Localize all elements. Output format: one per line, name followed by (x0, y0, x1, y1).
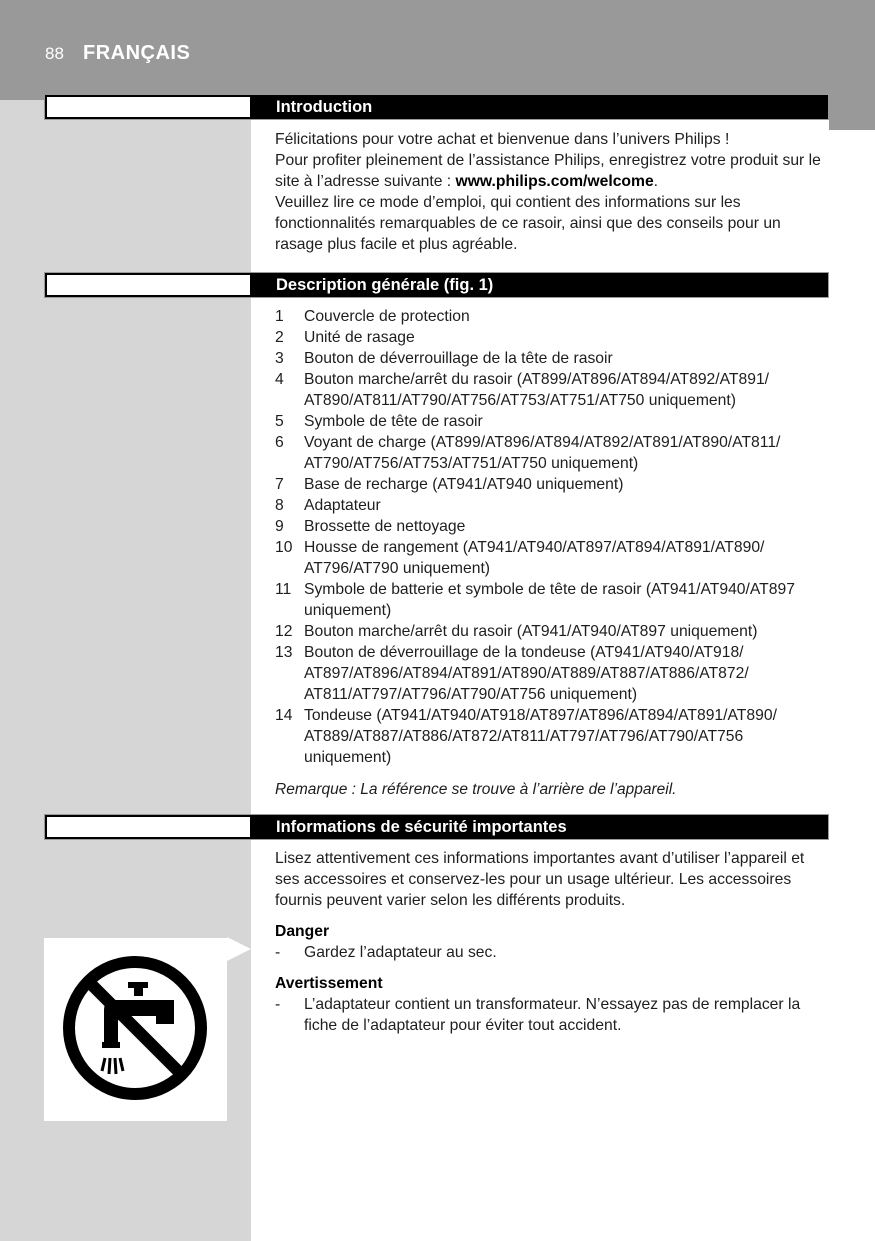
description-list (275, 306, 830, 768)
header-corner (829, 100, 875, 130)
page-header-bar (0, 0, 875, 100)
description-item: 3 Bouton de déverrouillage de la tête de rasoir (275, 350, 613, 367)
intro-p1: Félicitations pour votre achat et bienvenue dans l’univers Philips ! (275, 131, 730, 148)
intro-p3: Veuillez lire ce mode d’emploi, qui contient des informations sur les fonctionnalités remarquables de ce rasoir, ainsi que des conseils pour un rasage plus facile et plus agréable. (275, 194, 781, 253)
description-item: 7 Base de recharge (AT941/AT940 uniquement) (275, 476, 624, 493)
description-item: 11 Symbole de batterie et symbole de tête de rasoir (AT941/AT940/AT897 uniquement) (275, 581, 795, 619)
description-item: 2 Unité de rasage (275, 329, 415, 346)
welcome-link[interactable]: www.philips.com/welcome (455, 173, 654, 190)
warning-item: - L’adaptateur contient un transformateur. N’essayez pas de remplacer la fiche de l’adaptateur pour éviter tout accident. (275, 996, 801, 1034)
description-item: 14 Tondeuse (AT941/AT940/AT918/AT897/AT896/AT894/AT891/AT890/ AT889/AT887/AT886/AT872/AT811/AT797/AT796/AT790/AT756 uniquement) (275, 707, 777, 766)
intro-text (275, 129, 830, 255)
reference-note: Remarque : La référence se trouve à l’arrière de l’appareil. (275, 781, 677, 798)
safety-block (275, 848, 830, 1036)
warning-title: Avertissement (275, 975, 383, 992)
intro-p2: Pour profiter pleinement de l’assistance Philips, enregistrez votre produit sur le site à l’adresse suivante : www.philips.com/welcome. (275, 152, 821, 190)
language-title: FRANÇAIS (83, 42, 191, 64)
danger-title: Danger (275, 923, 330, 940)
description-item: 4 Bouton marche/arrêt du rasoir (AT899/AT896/AT894/AT892/AT891/ AT890/AT811/AT790/AT756/AT753/AT751/AT750 uniquement) (275, 371, 770, 409)
section-title-safety: Informations de sécurité importantes (276, 818, 567, 836)
safety-intro: Lisez attentivement ces informations importantes avant d’utiliser l’appareil et ses accessoires et conservez-les pour un usage ultérieur. Les accessoires fournis peuvent varier selon les différents produits. (275, 850, 805, 909)
description-item: 1 Couvercle de protection (275, 308, 470, 325)
section-header-intro (44, 94, 829, 120)
description-item: 12 Bouton marche/arrêt du rasoir (AT941/AT940/AT897 uniquement) (275, 623, 758, 640)
description-item: 9 Brossette de nettoyage (275, 518, 466, 535)
section-title-intro: Introduction (276, 98, 373, 116)
description-item: 10 Housse de rangement (AT941/AT940/AT897/AT894/AT891/AT890/ AT796/AT790 uniquement) (275, 539, 765, 577)
no-water-tap-icon (44, 938, 227, 1121)
description-item: 8 Adaptateur (275, 497, 381, 514)
description-item: 5 Symbole de tête de rasoir (275, 413, 483, 430)
danger-item: - Gardez l’adaptateur au sec. (275, 944, 497, 961)
page-number: 88 (45, 44, 64, 63)
callout-pointer (227, 937, 251, 961)
section-title-description: Description générale (fig. 1) (276, 276, 494, 294)
section-header-safety (44, 814, 829, 840)
description-list-block (275, 306, 830, 800)
description-item: 6 Voyant de charge (AT899/AT896/AT894/AT892/AT891/AT890/AT811/ AT790/AT756/AT753/AT751/AT750 uniquement) (275, 434, 781, 472)
description-item: 13 Bouton de déverrouillage de la tondeuse (AT941/AT940/AT918/ AT897/AT896/AT894/AT891/AT890/AT889/AT887/AT886/AT872/ AT811/AT797/AT796/AT790/AT756 uniquement) (275, 644, 749, 703)
section-header-description (44, 272, 829, 298)
